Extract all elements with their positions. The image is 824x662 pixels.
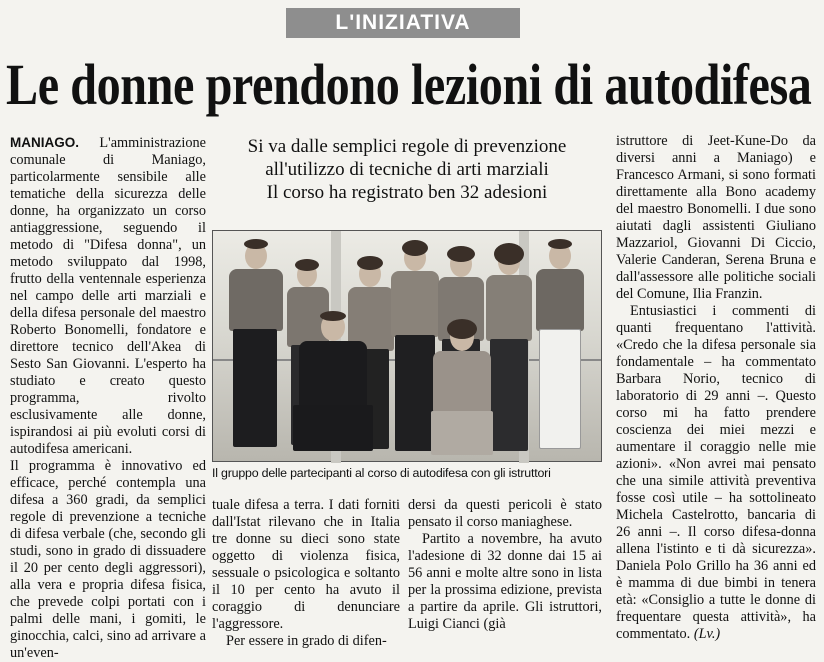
author-signature: (Lv.) [693, 626, 721, 642]
subheading-line: Il corso ha registrato ben 32 adesioni [266, 182, 548, 203]
paragraph [616, 303, 816, 643]
photo-caption: Il gruppo delle partecipanti al corso di autodifesa con gli istruttori [212, 466, 551, 480]
paragraph: dersi da questi pericoli è stato pensato il corso maniaghese. [408, 497, 602, 530]
person-figure [529, 237, 591, 455]
dateline: MANIAGO. [10, 135, 79, 150]
paragraph-text: Entusiastici i commenti di quanti frequentano l'attività. «Credo che la difesa personale sia fondamentale – ha commentato Barbara Norio, tecnico di laboratorio di 29 anni –. Questo corso mi ha fatto prendere coscienza dei miei mezzi e aumentare il coraggio nelle mie azioni». «Non avrei mai pensato che una simile attività preventiva fosse così utile – ha sottolineato Michela Castelrotto, bancaria di 26 anni –. Il corso difesa-donna allena l'istinto e ti dà sicurezza». Daniela Polo Grillo ha 36 anni ed è mamma di due bimbi in tenera età: «Consiglio a tutte le donne di frequentare questa attività», ha commentato. [616, 303, 816, 642]
headline: Le donne prendono lezioni di autodifesa [6, 52, 812, 117]
paragraph: Per essere in grado di difen- [226, 633, 387, 649]
article-column-2 [212, 497, 400, 650]
paragraph-text: L'amministrazione comunale di Maniago, particolarmente sensibile alle tematiche della sicurezza delle donne, ha organizzato un corso antiaggressione, seguendo il metodo di "Difesa donna", un metodo sviluppato dal 1998, frutto della ventennale esperienza nel campo delle arti marziali e della difesa personale del maestro Roberto Bonomelli, fondatore e direttore tecnico dell'Akea di Sesto San Giovanni. L'esperto ha studiato e creato questo programma, rivolto esclusivamente alle donne, ispirandosi ai più evoluti corsi di autodifesa americani. [10, 135, 206, 457]
article-column-4 [616, 133, 816, 643]
paragraph [10, 134, 206, 458]
subheading-line: all'utilizzo di tecniche di arti marziali [265, 159, 549, 180]
subheading-line: Si va dalle semplici regole di prevenzione [247, 136, 567, 157]
article-column-3 [408, 497, 602, 633]
paragraph: Il programma è innovativo ed efficace, perché contempla una difesa a 360 gradi, da semplici regole di prevenzione a tecniche di difesa verbale (che, secondo gli studi, sono in grado di dissuadere il 20 per cento degli aggressori), alla vera e propria difesa fisica, che prevede colpi portati con i palmi delle mani, i gomiti, le ginocchia, calci, sino ad arrivare a un'even- [10, 458, 206, 661]
article-column-1 [10, 134, 206, 662]
paragraph: tuale difesa a terra. I dati forniti dall'Istat rilevano che in Italia tre donne su dieci sono state oggetto di violenza fisica, sessuale o psicologica e soltanto il 10 per cento ha avuto il coraggio di denunciare l'aggressore. [212, 497, 400, 632]
person-figure [221, 237, 287, 457]
person-figure [427, 319, 497, 457]
paragraph: Partito a novembre, ha avuto l'adesione di 32 donne dai 15 ai 56 anni e molte altre sono in lista per la prossima edizione, prevista a partire da aprile. Gli istruttori, Luigi Cianci (già [408, 531, 602, 632]
person-figure [289, 311, 377, 457]
section-kicker: L'INIZIATIVA [286, 8, 520, 38]
subheading [212, 135, 602, 204]
group-photo [212, 230, 602, 462]
paragraph: istruttore di Jeet-Kune-Do da diversi anni a Maniago) e Francesco Armani, si sono formati direttamente alla Bono academy del maestro Bonomelli. I due sono aiutati dagli assistenti Giuliano Mazzariol, Giovanni Di Ciccio, Valerie Canderan, Serena Bruna e dall'assessore alle politiche sociali del Comune, Ilia Franzin. [616, 133, 816, 302]
